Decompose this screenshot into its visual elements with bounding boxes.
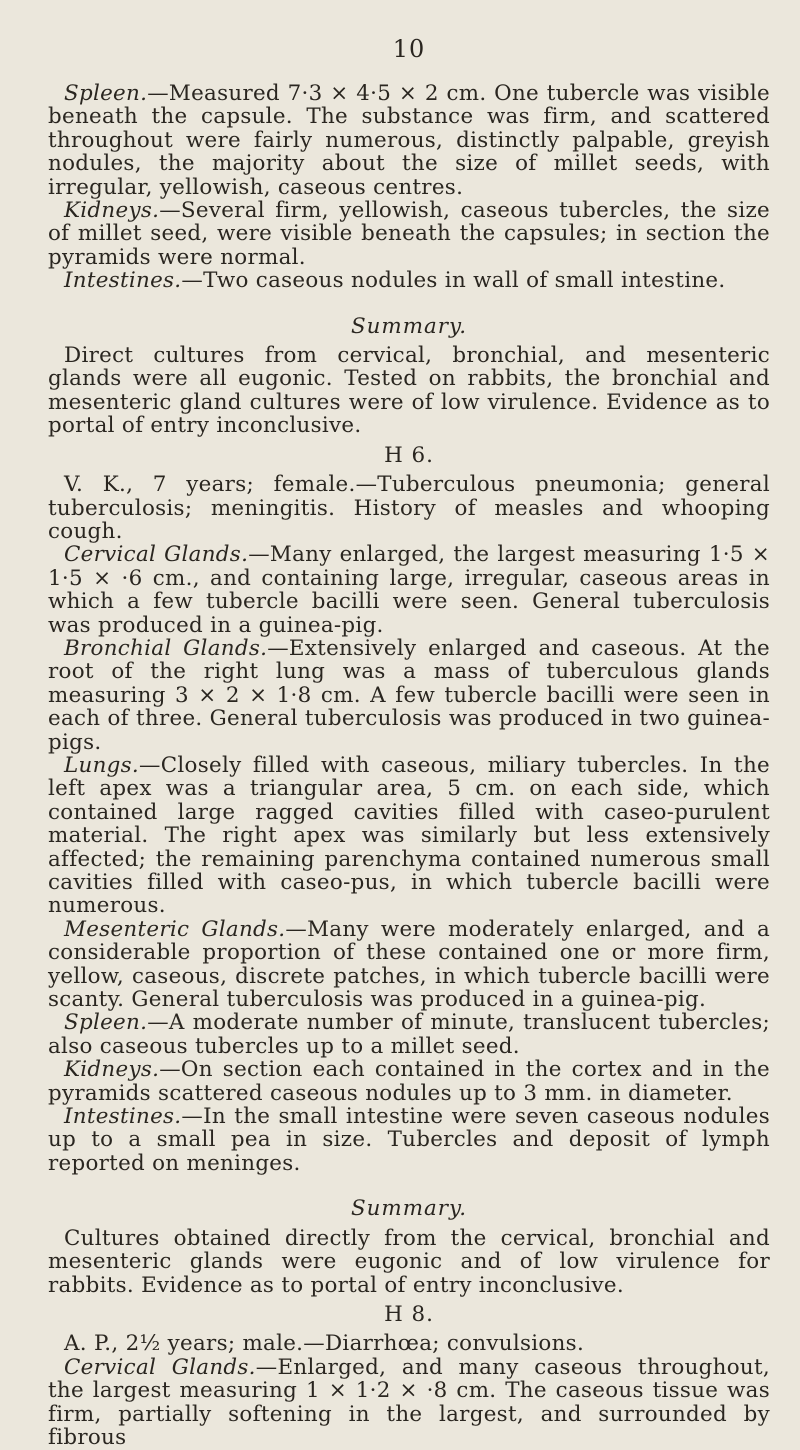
lead-h6-lungs: Lungs. [64,752,140,778]
case-intro-h6: V. K., 7 years; female.—Tuberculous pneumonia; general tuberculosis; meningitis. History of measles and whooping cough. [48,472,770,544]
paragraph-h8-cervical [48,1356,770,1450]
paragraph-h6-intestines [48,1105,770,1175]
paragraph-h6-bronchial [48,637,770,754]
case-id-h6: H 6. [384,442,434,468]
page-number: 10 [392,35,426,63]
lead-intestines: Intestines. [64,268,182,294]
case-id-h8: H 8. [384,1301,434,1327]
lead-h6-bronchial: Bronchial Glands. [64,635,268,661]
lead-h6-kidneys: Kidneys. [64,1057,160,1083]
paragraph-h6-lungs [48,754,770,918]
text-h8-cervical: —Enlarged, and many caseous throughout, the largest measuring 1 × 1·2 × ·8 cm. The caseous tissue was firm, partially softening in the largest, and surrounded by fibrous [48,1354,770,1450]
lead-h8-cervical: Cervical Glands. [64,1354,256,1380]
paragraph-kidneys [48,199,770,269]
text-spleen: —Measured 7·3 × 4·5 × 2 cm. One tubercle was visible beneath the capsule. The substance was firm, and scattered throughout were fairly numerous, distinctly palpable, greyish nodules, the majority about the size of millet seeds, with irregular, yellowish, caseous centres. [48,81,770,200]
lead-h6-intestines: Intestines. [64,1104,182,1130]
paragraph-intestines [48,269,770,292]
text-h6-kidneys: —On section each contained in the cortex and in the pyramids scattered caseous nodules up to 3 mm. in diameter. [48,1057,770,1106]
text-intestines: —Two caseous nodules in wall of small intestine. [181,268,726,294]
summary-text-2: Cultures obtained directly from the cervical, bronchial and mesenteric glands were eugonic and of low virulence for rabbits. Evidence as to portal of entry inconclusive. [48,1225,770,1298]
lead-h6-cervical: Cervical Glands. [64,542,249,568]
paragraph-spleen [48,82,770,199]
text-kidneys: —Several firm, yellowish, caseous tubercles, the size of millet seed, were visible beneath the capsules; in section the pyramids were normal. [48,198,770,270]
lead-spleen: Spleen. [64,81,148,106]
paragraph-h6-kidneys [48,1058,770,1105]
lead-h6-spleen: Spleen. [64,1010,148,1036]
lead-h6-mesenteric: Mesenteric Glands. [64,916,286,942]
summary-text-1: Direct cultures from cervical, bronchial, and mesenteric glands were all eugonic. Tested on rabbits, the bronchial and mesenteric gland cultures were of low virulence. Evidence as to portal of entry inconclusive. [48,343,770,439]
text-h6-spleen: —A moderate number of minute, translucent tubercles; also caseous tubercles up to a millet seed. [48,1010,770,1059]
text-h6-intestines: —In the small intestine were seven caseous nodules up to a small pea in size. Tubercles and deposit of lymph reported on meninges. [48,1104,770,1176]
summary-heading-2: Summary. [350,1196,468,1222]
text-h6-bronchial: —Extensively enlarged and caseous. At the root of the right lung was a mass of tuberculous glands measuring 3 × 2 × 1·8 cm. A few tubercle bacilli were seen in each of three. General tuberculosis was produced in two guinea-pigs. [48,635,770,755]
paragraph-h6-spleen [48,1011,770,1058]
text-h6-mesenteric: —Many were moderately enlarged, and a considerable proportion of these contained one or more firm, yellow, caseous, discrete patches, in which tubercle bacilli were scanty. General tuberculosis was produced in a guinea-pig. [48,916,770,1013]
text-h6-cervical: —Many enlarged, the largest measuring 1·5 × 1·5 × ·6 cm., and containing large, irregular, caseous areas in which a few tubercle bacilli were seen. General tuberculosis was produced in a guinea-pig. [48,542,771,638]
case-intro-h8: A. P., 2½ years; male.—Diarrhœa; convulsions. [64,1331,585,1357]
text-h6-lungs: —Closely filled with caseous, miliary tubercles. In the left apex was a triangular area, 5 cm. on each side, which contained large ragged cavities filled with caseo-purulent material. The right apex was similarly but less extensively affected; the remaining parenchyma contained numerous small cavities filled with caseo-pus, in which tubercle bacilli were numerous. [48,752,770,919]
lead-kidneys: Kidneys. [64,198,160,224]
summary-heading-1: Summary. [350,313,468,339]
paragraph-h6-cervical [48,543,770,637]
paragraph-h6-mesenteric [48,918,770,1012]
